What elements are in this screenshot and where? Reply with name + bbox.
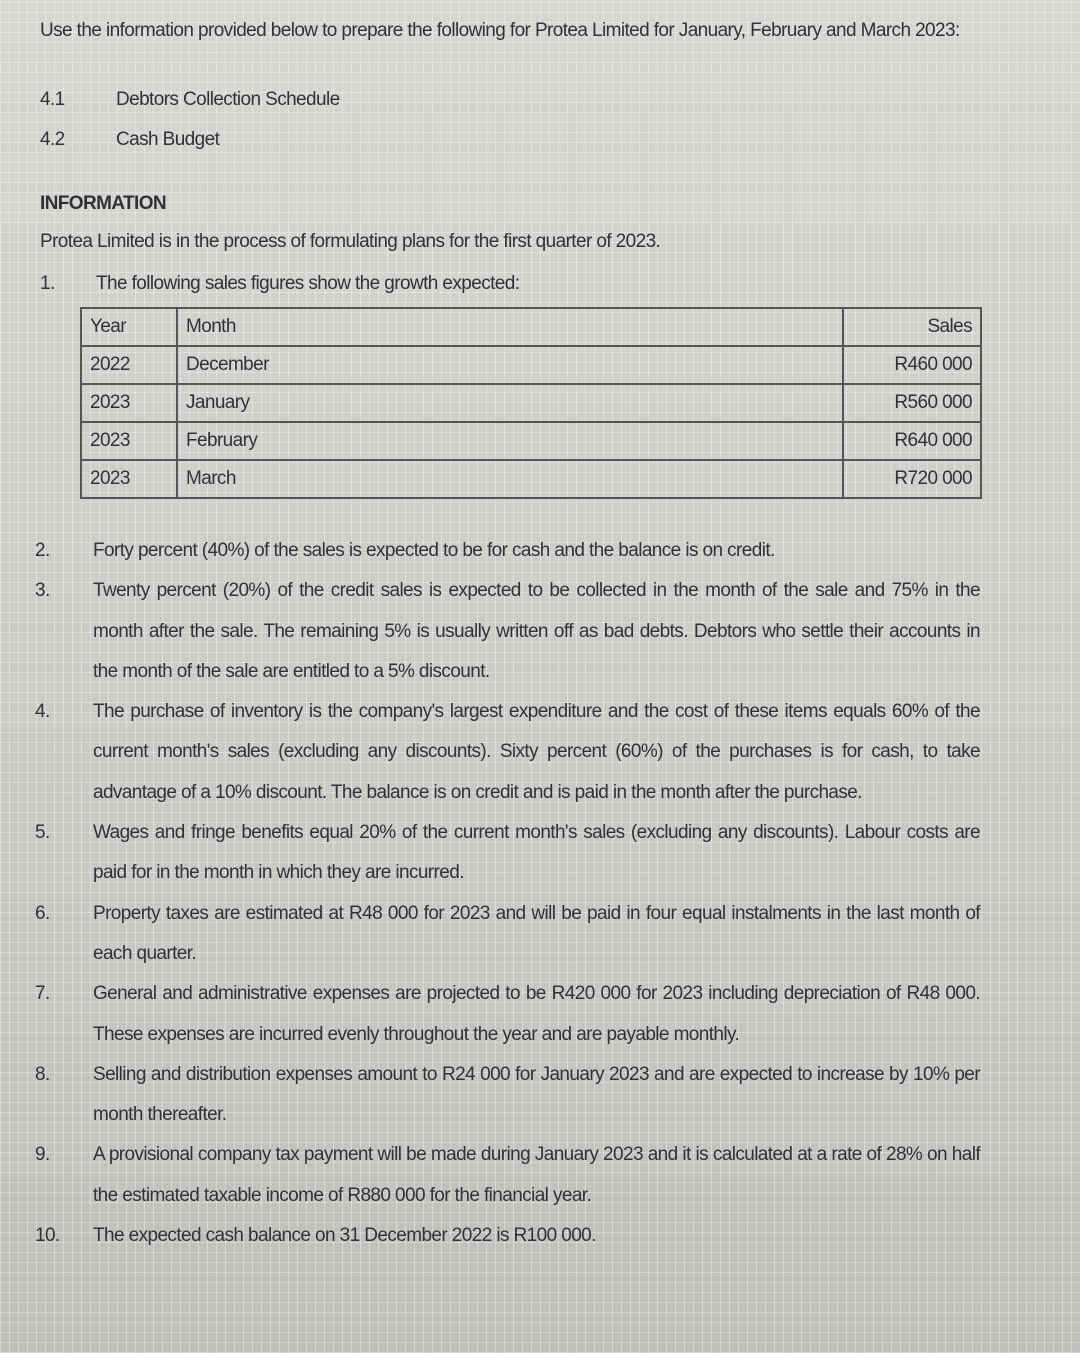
task-number: 4.2 bbox=[40, 129, 65, 150]
table-row bbox=[81, 346, 981, 384]
table-header-row bbox=[81, 308, 981, 346]
cell-month: January bbox=[177, 384, 843, 422]
item-text: Selling and distribution expenses amount to R24 000 for January 2023 and are expected to increase by 10% per month thereafter. bbox=[93, 1063, 980, 1126]
table-row bbox=[81, 384, 981, 422]
cell-sales: R560 000 bbox=[843, 384, 981, 422]
table-row bbox=[81, 460, 981, 498]
item-text: Twenty percent (20%) of the credit sales is expected to be collected in the month of the sale and 75% in the month after the sale. The remaining 5% is usually written off as bad debts. Debtors who settle their accounts in the month of the sale are entitled to a 5% discount. bbox=[93, 580, 980, 682]
lead-text: Protea Limited is in the process of formulating plans for the first quarter of 2023. bbox=[40, 231, 661, 252]
item-number: 4. bbox=[35, 701, 50, 723]
intro-text: Use the information provided below to prepare the following for Protea Limited for January, February and March 2023: bbox=[40, 20, 960, 41]
item-text: The purchase of inventory is the company's largest expenditure and the cost of these items equals 60% of the current month's sales (excluding any discounts). Sixty percent (60%) of the purchases is for cash, to take advantage of a 10% discount. The balance is on credit and is paid in the month after the purchase. bbox=[93, 701, 980, 803]
item-text: General and administrative expenses are projected to be R420 000 for 2023 including depreciation of R48 000. These expenses are incurred evenly throughout the year and are payable monthly. bbox=[93, 983, 980, 1045]
sales-table bbox=[80, 307, 982, 499]
item-number: 2. bbox=[35, 540, 50, 561]
item-text: A provisional company tax payment will be made during January 2023 and it is calculated at a rate of 28% on half the estimated taxable income of R880 000 for the financial year. bbox=[93, 1144, 980, 1206]
header-sales: Sales bbox=[843, 308, 981, 346]
list-item bbox=[30, 531, 980, 571]
cell-year: 2023 bbox=[81, 460, 177, 498]
cell-sales: R460 000 bbox=[843, 346, 981, 384]
cell-month: March bbox=[177, 460, 843, 498]
cell-year: 2023 bbox=[81, 422, 177, 460]
item-number: 3. bbox=[35, 580, 50, 602]
task-4-2 bbox=[40, 129, 219, 151]
information-heading: INFORMATION bbox=[40, 193, 167, 214]
item-text: The expected cash balance on 31 December 2022 is R100 000. bbox=[93, 1225, 596, 1247]
table-row bbox=[81, 422, 981, 460]
item-number: 6. bbox=[35, 902, 50, 924]
information-list bbox=[30, 531, 980, 1256]
task-4-1 bbox=[40, 89, 340, 111]
cell-month: December bbox=[177, 346, 843, 384]
cell-year: 2022 bbox=[81, 346, 177, 384]
task-number: 4.1 bbox=[40, 89, 65, 110]
item-number: 1. bbox=[40, 273, 55, 294]
list-item bbox=[30, 894, 980, 975]
item-number: 8. bbox=[35, 1063, 50, 1085]
item-text: Wages and fringe benefits equal 20% of the current month's sales (excluding any discounts). Labour costs are paid for in the month in which they are incurred. bbox=[93, 822, 980, 884]
item-text: Forty percent (40%) of the sales is expected to be for cash and the balance is on credit. bbox=[93, 540, 775, 561]
cell-year: 2023 bbox=[81, 384, 177, 422]
cell-sales: R720 000 bbox=[843, 460, 981, 498]
list-item bbox=[30, 813, 980, 894]
task-label: Debtors Collection Schedule bbox=[116, 89, 340, 110]
item-text: Property taxes are estimated at R48 000 for 2023 and will be paid in four equal instalments in the last month of each quarter. bbox=[93, 902, 980, 964]
list-item bbox=[30, 571, 980, 692]
task-label: Cash Budget bbox=[116, 129, 220, 150]
item-number: 7. bbox=[35, 983, 50, 1005]
list-item bbox=[30, 1135, 980, 1216]
item-number: 9. bbox=[35, 1144, 50, 1166]
header-year: Year bbox=[81, 308, 177, 346]
cell-month: February bbox=[177, 422, 843, 460]
item-text: The following sales figures show the growth expected: bbox=[96, 273, 520, 294]
item-1 bbox=[35, 273, 519, 295]
list-item bbox=[30, 692, 980, 813]
item-number: 5. bbox=[35, 822, 50, 844]
header-month: Month bbox=[177, 308, 843, 346]
list-item bbox=[30, 1055, 980, 1136]
list-item bbox=[30, 974, 980, 1055]
cell-sales: R640 000 bbox=[843, 422, 981, 460]
item-number: 10. bbox=[35, 1225, 60, 1247]
list-item bbox=[30, 1216, 980, 1256]
